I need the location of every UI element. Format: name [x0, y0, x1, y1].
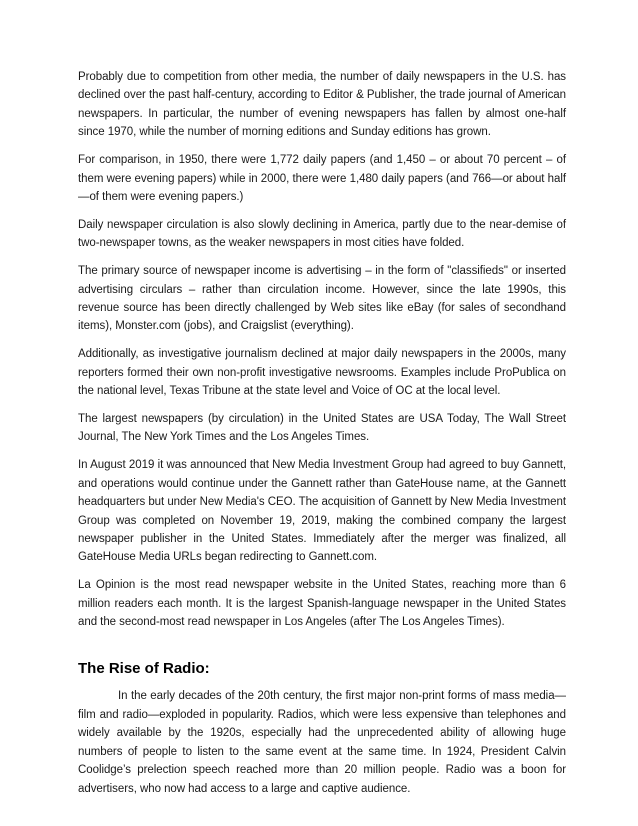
paragraph-newspaper-decline: Probably due to competition from other media, the number of daily newspapers in the U.S. has declined over the past half-century, according to Editor & Publisher, the trade journal of American newspapers. In particular, the number of evening newspapers has fallen by almost one-half since 1970, while the number of morning editions and Sunday editions has grown. — [78, 71, 566, 139]
paragraph-rise-of-radio: In the early decades of the 20th century, the first major non-print forms of mass media—film and radio—exploded in popularity. Radios, which were less expensive than telephones and widely available by the 1920s, especially had the unprecedented ability of allowing huge numbers of people to listen to the same event at the same time. In 1924, President Calvin Coolidge’s prelection speech reached more than 20 million people. Radio was a boon for advertisers, who now had access to a large and captive audience. — [78, 690, 566, 795]
paragraph-advertising-income: The primary source of newspaper income is advertising – in the form of "classifieds" or inserted advertising circulars – rather than circulation income. However, since the late 1990s, this revenue source has been directly challenged by Web sites like eBay (for sales of secondhand items), Monster.com (jobs), and Craigslist (everything). — [78, 265, 566, 333]
paragraph-la-opinion: La Opinion is the most read newspaper website in the United States, reaching more than 6 million readers each month. It is the largest Spanish-language newspaper in the United States and the second-most read newspaper in Los Angeles (after The Los Angeles Times). — [78, 579, 566, 629]
paragraph-gannett-acquisition: In August 2019 it was announced that New Media Investment Group had agreed to buy Gannett, and operations would continue under the Gannett rather than GateHouse name, at the Gannett headquarters but under New Media's CEO. The acquisition of Gannett by New Media Investment Group was completed on November 19, 2019, making the combined company the largest newspaper publisher in the United States. Immediately after the merger was finalized, all GateHouse Media URLs began redirecting to Gannett.com. — [78, 459, 566, 564]
paragraph-comparison-1950-2000: For comparison, in 1950, there were 1,772 daily papers (and 1,450 – or about 70 percent – of them were evening papers) while in 2000, there were 1,480 daily papers (and 766—or about half—of them were evening papers.) — [78, 154, 566, 203]
document-page — [78, 68, 566, 807]
section-heading: The Rise of Radio: — [78, 660, 210, 678]
paragraph-largest-newspapers: The largest newspapers (by circulation) in the United States are USA Today, The Wall Street Journal, The New York Times and the Los Angeles Times. — [78, 413, 566, 444]
paragraph-circulation-decline: Daily newspaper circulation is also slowly declining in America, partly due to the near-demise of two-newspaper towns, as the weaker newspapers in most cities have folded. — [78, 218, 566, 250]
paragraph-investigative-newsrooms: Additionally, as investigative journalism declined at major daily newspapers in the 2000s, many reporters formed their own non-profit investigative newsrooms. Examples include ProPublica on the national level, Texas Tribune at the state level and Voice of OC at the local level. — [78, 348, 566, 398]
